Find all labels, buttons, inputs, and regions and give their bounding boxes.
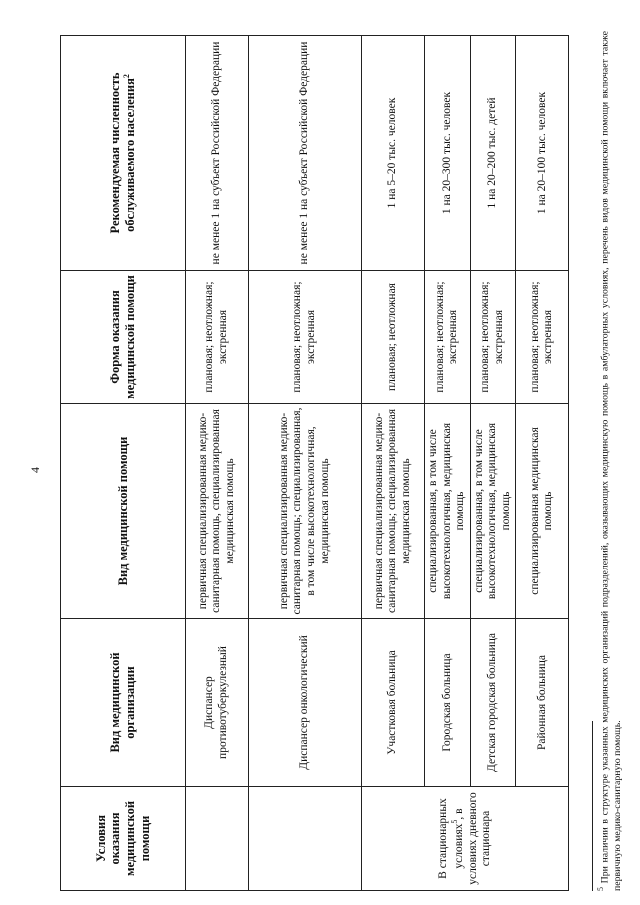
page-number: 4 [28,467,42,473]
footnote-mark: 5 [596,887,605,891]
cell-population: 1 на 20–100 тыс. человек [516,36,569,271]
cell-care: первичная специализированная медико-санитарная помощь; специализированная, в том числе высокотехнологичная, медицинская помощь [249,404,362,619]
header-population-text: Рекомендуемая численность обслуживаемого населения [107,72,138,234]
cell-care: первичная специализированная медико-санитарная помощь, специализированная медицинская помощь [186,404,249,619]
table-row [470,36,516,891]
cell-form: плановая; неотложная; экстренная [425,271,471,404]
header-care-type: Вид медицинской помощи [61,404,186,619]
table-row [249,36,362,891]
cell-care: специализированная медицинская помощь [516,404,569,619]
cell-care: первичная специализированная медико-санитарная помощь; специализированная медицинская помощь [362,404,425,619]
cell-form: плановая; неотложная [362,271,425,404]
cell-org: Участковая больница [362,619,425,787]
cell-org: Диспансер онкологический [249,619,362,787]
cell-org: Городская больница [425,619,471,787]
cell-population: 1 на 20–300 тыс. человек [425,36,471,271]
conditions-text-before: В стационарных условиях [436,798,466,879]
cell-population: не менее 1 на субъект Российской Федерации [249,36,362,271]
header-population [61,36,186,271]
header-conditions: Условия оказания медицинской помощи [61,787,186,891]
header-org-type: Вид медицинской организации [61,619,186,787]
footnote-divider [592,721,593,891]
cell-care: специализированная, в том числе высокотехнологичная, медицинская помощь [470,404,516,619]
footnote [596,31,624,891]
header-population-sup: 2 [122,74,132,79]
cell-form: плановая; неотложная; экстренная [470,271,516,404]
cell-org: Детская городская больница [470,619,516,787]
table-row [362,36,425,891]
header-form: Форма оказания медицинской помощи [61,271,186,404]
cell-org: Районная больница [516,619,569,787]
conditions-text-after: , в условиях дневного стационара [453,792,493,885]
conditions-sup: 5 [450,819,460,824]
table-row [425,36,471,891]
table-row [516,36,569,891]
empty-conditions-cell [249,787,362,891]
cell-population: не менее 1 на субъект Российской Федерации [186,36,249,271]
empty-conditions-cell [186,787,249,891]
organizations-table [60,35,569,891]
cell-form: плановая; неотложная; экстренная [249,271,362,404]
table-header-row [61,36,186,891]
cell-form: плановая; неотложная; экстренная [186,271,249,404]
cell-care: специализированная, в том числе высокотехнологичная, медицинская помощь [425,404,471,619]
table-row [186,36,249,891]
cell-form: плановая; неотложная; экстренная [516,271,569,404]
footnote-text: При наличии в структуре указанных медицинских организаций подразделений, оказывающих медицинскую помощь в амбулаторных условиях, перечень видов медицинской помощи включает также первичную медико-санитарную помощь. [599,31,623,891]
cell-org: Диспансер противотуберкулезный [186,619,249,787]
cell-population: 1 на 5–20 тыс. человек [362,36,425,271]
conditions-cell [362,787,569,891]
cell-population: 1 на 20–200 тыс. детей [470,36,516,271]
